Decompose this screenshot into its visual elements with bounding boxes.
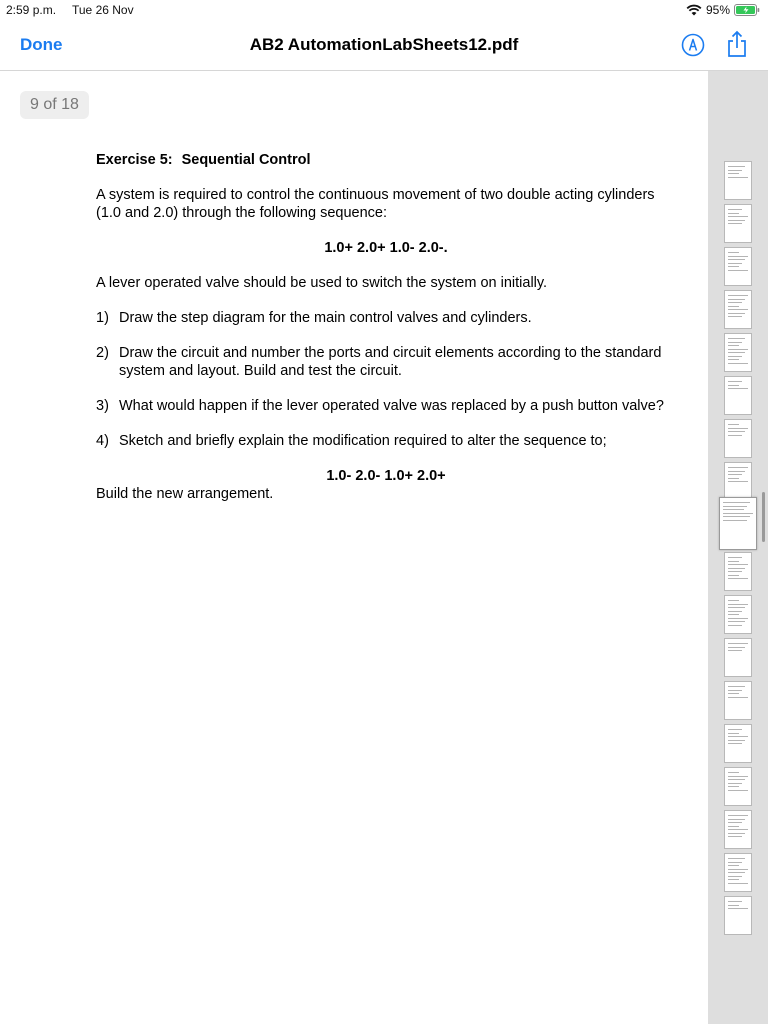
thumbnail-text-line (728, 686, 745, 687)
thumbnail-text-line (728, 883, 748, 884)
thumbnail-text-line (728, 833, 745, 834)
thumbnail-text-line (728, 338, 745, 339)
thumbnail-text-line (728, 359, 739, 360)
thumbnail-text-line (728, 858, 745, 859)
exercise-heading (96, 151, 676, 169)
thumbnail-text-line (728, 478, 739, 479)
scrollbar[interactable] (762, 492, 765, 542)
thumbnail-text-line (728, 428, 748, 429)
thumbnail-text-line (728, 865, 739, 866)
step-number: 1) (96, 310, 109, 326)
thumbnail-text-line (728, 772, 739, 773)
thumbnail-text-line (728, 388, 748, 389)
status-date: Tue 26 Nov (72, 3, 134, 17)
thumbnail-text-line (728, 611, 742, 612)
thumbnail-text-line (728, 740, 745, 741)
battery-percent: 95% (705, 3, 730, 17)
step-number: 4) (96, 433, 109, 449)
thumbnail-text-line (728, 729, 742, 730)
step-item (96, 397, 676, 415)
thumbnail-text-line (728, 786, 739, 787)
thumbnail-sidebar[interactable] (708, 71, 768, 1024)
thumbnail-text-line (728, 647, 745, 648)
done-button[interactable]: Done (20, 35, 63, 54)
thumbnail-text-line (728, 876, 742, 877)
thumbnail-text-line (728, 471, 745, 472)
document-page[interactable] (0, 71, 708, 1024)
thumbnail-text-line (728, 256, 748, 257)
thumbnail-text-line (728, 736, 748, 737)
thumbnail-text-line (728, 349, 748, 350)
exercise-title: Sequential Control (181, 152, 311, 168)
thumbnail-text-line (728, 424, 739, 425)
thumbnail-text-line (728, 295, 748, 296)
thumbnail-text-line (723, 509, 744, 510)
page-thumbnail[interactable] (724, 290, 752, 329)
page-indicator: 9 of 18 (20, 91, 89, 119)
thumbnail-text-line (728, 385, 739, 386)
document-title: AB2 AutomationLabSheets12.pdf (249, 35, 519, 54)
new-sequence-line: 1.0- 2.0- 1.0+ 2.0+ (326, 468, 446, 484)
thumbnail-text-line (728, 259, 745, 260)
thumbnail-text-line (728, 481, 748, 482)
thumbnail-text-line (728, 779, 745, 780)
thumbnail-text-line (723, 513, 753, 514)
thumbnail-text-line (723, 502, 750, 503)
wifi-icon (686, 4, 702, 16)
step-item (96, 432, 676, 450)
thumbnail-text-line (728, 614, 739, 615)
lever-note: A lever operated valve should be used to switch the system on initially. (96, 275, 548, 291)
thumbnail-text-line (728, 862, 742, 863)
thumbnail-text-line (728, 869, 748, 870)
thumbnail-text-line (728, 908, 748, 909)
thumbnail-text-line (728, 575, 739, 576)
thumbnail-text-line (728, 822, 742, 823)
thumbnail-text-line (728, 643, 748, 644)
thumbnail-text-line (728, 299, 745, 300)
page-thumbnail[interactable] (724, 161, 752, 200)
thumbnail-text-line (728, 783, 742, 784)
thumbnail-text-line (728, 363, 748, 364)
thumbnail-text-line (728, 252, 739, 253)
step-text: Draw the step diagram for the main control valves and cylinders. (119, 310, 532, 326)
page-thumbnail[interactable] (724, 724, 752, 763)
page-thumbnail[interactable] (724, 810, 752, 849)
page-thumbnail[interactable] (719, 497, 757, 550)
status-bar (0, 0, 768, 20)
thumbnail-text-line (728, 309, 748, 310)
thumbnail-text-line (728, 313, 745, 314)
status-time: 2:59 p.m. (6, 3, 57, 17)
sequence-line: 1.0+ 2.0+ 1.0- 2.0-. (324, 240, 448, 256)
thumbnail-text-line (728, 693, 739, 694)
thumbnail-text-line (728, 216, 748, 217)
thumbnail-text-line (728, 829, 748, 830)
thumbnail-text-line (728, 815, 748, 816)
thumbnail-text-line (728, 607, 745, 608)
exercise-label: Exercise 5: (96, 152, 173, 168)
thumbnail-text-line (728, 872, 745, 873)
thumbnail-text-line (728, 819, 745, 820)
thumbnail-text-line (728, 342, 742, 343)
markup-pen-icon[interactable] (681, 33, 705, 57)
thumbnail-text-line (728, 561, 739, 562)
step-text: Sketch and briefly explain the modification required to alter the sequence to; (119, 433, 607, 449)
thumbnail-text-line (728, 625, 742, 626)
thumbnail-text-line (728, 306, 739, 307)
thumbnail-text-line (728, 381, 742, 382)
thumbnail-text-line (728, 467, 748, 468)
step-item (96, 344, 676, 380)
thumbnail-text-line (728, 621, 745, 622)
thumbnail-text-line (728, 173, 739, 174)
thumbnail-text-line (728, 474, 742, 475)
thumbnail-text-line (728, 316, 742, 317)
thumbnail-text-line (728, 743, 742, 744)
thumbnail-text-line (728, 600, 739, 601)
thumbnail-text-line (723, 516, 750, 517)
thumbnail-text-line (728, 270, 748, 271)
thumbnail-text-line (728, 604, 748, 605)
thumbnail-text-line (728, 431, 745, 432)
page-thumbnail[interactable] (724, 462, 752, 501)
thumbnail-text-line (728, 302, 742, 303)
battery-charging-icon (734, 4, 760, 16)
thumbnail-text-line (728, 166, 745, 167)
step-number: 2) (96, 345, 109, 361)
thumbnail-text-line (728, 790, 748, 791)
thumbnail-text-line (728, 826, 739, 827)
thumbnail-text-line (728, 905, 739, 906)
intro-paragraph: A system is required to control the continuous movement of two double acting cylinders (1.0 and 2.0) through the following sequence: (96, 187, 655, 221)
thumbnail-text-line (728, 568, 745, 569)
thumbnail-text-line (728, 213, 739, 214)
thumbnail-text-line (728, 618, 748, 619)
thumbnail-text-line (728, 836, 742, 837)
page-thumbnail[interactable] (724, 638, 752, 677)
thumbnail-text-line (728, 263, 742, 264)
thumbnail-text-line (728, 879, 739, 880)
thumbnail-text-line (728, 578, 748, 579)
page-thumbnail[interactable] (724, 767, 752, 806)
thumbnail-text-line (728, 170, 742, 171)
thumbnail-text-line (728, 435, 742, 436)
page-thumbnail[interactable] (724, 595, 752, 634)
thumbnail-text-line (728, 733, 739, 734)
page-thumbnail[interactable] (724, 247, 752, 286)
page-thumbnail[interactable] (724, 681, 752, 720)
thumbnail-text-line (728, 557, 742, 558)
page-thumbnail[interactable] (724, 204, 752, 243)
thumbnail-text-line (728, 177, 748, 178)
thumbnail-text-line (728, 209, 742, 210)
page-content (96, 151, 676, 503)
share-icon[interactable] (725, 30, 749, 58)
thumbnail-text-line (728, 266, 739, 267)
thumbnail-text-line (728, 356, 742, 357)
step-number: 3) (96, 398, 109, 414)
thumbnail-text-line (728, 650, 742, 651)
thumbnail-text-line (728, 697, 748, 698)
thumbnail-text-line (728, 223, 742, 224)
thumbnail-text-line (728, 776, 748, 777)
page-thumbnail[interactable] (724, 896, 752, 935)
thumbnail-text-line (728, 901, 742, 902)
page-thumbnail[interactable] (724, 552, 752, 591)
thumbnail-text-line (723, 506, 747, 507)
page-thumbnail[interactable] (724, 376, 752, 415)
status-indicators (686, 3, 760, 17)
page-thumbnail[interactable] (724, 419, 752, 458)
step-text: What would happen if the lever operated valve was replaced by a push button valve? (119, 398, 664, 414)
thumbnail-text-line (728, 345, 739, 346)
nav-bar (0, 20, 768, 71)
thumbnail-text-line (728, 352, 745, 353)
closing-line: Build the new arrangement. (96, 486, 274, 502)
thumbnail-text-line (728, 690, 742, 691)
step-text: Draw the circuit and number the ports and circuit elements according to the standard system and layout. Build and test the circuit. (119, 345, 662, 379)
thumbnail-text-line (728, 571, 742, 572)
thumbnail-text-line (723, 520, 747, 521)
thumbnail-text-line (728, 564, 748, 565)
step-item (96, 309, 676, 327)
thumbnail-text-line (728, 220, 745, 221)
page-thumbnail[interactable] (724, 333, 752, 372)
page-thumbnail[interactable] (724, 853, 752, 892)
